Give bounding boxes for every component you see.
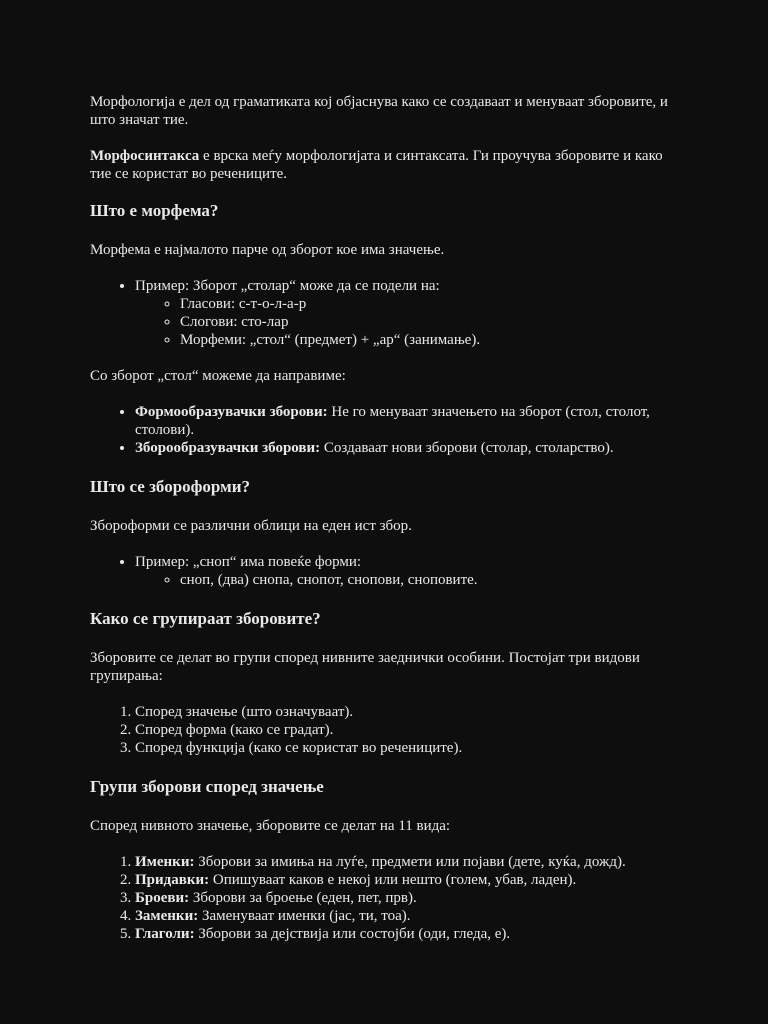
sub-list-item: ◦ Морфеми: „стол“ (предмет) + „ар“ (занимање). [180,331,678,349]
heading-meaning-groups: Групи зборови според значење [90,777,324,796]
morphosyntax-definition: е врска меѓу морфологијата и синтаксата. Ги проучува зборовите и како тие се користат во речениците. [90,148,663,182]
list-item [135,553,678,589]
wordforms-example-list [90,553,678,589]
stol-paragraph: Со зборот „стол“ можеме да направиме: [90,368,346,384]
morpheme-sublist [135,295,678,349]
list-item [135,403,678,439]
grouping-paragraph: Зборовите се делат во групи според нивните заеднички особини. Постојат три видови групирања: [90,650,640,684]
heading-morpheme: Што е морфема? [90,201,219,220]
list-item [135,889,678,907]
list-item [135,853,678,871]
list-item-text: Зборови за броење (еден, пет, прв). [189,890,417,906]
sub-list-item: ◦ сноп, (два) снопа, снопот, снопови, сноповите. [180,571,678,589]
list-item-term: Глаголи: [135,926,195,942]
list-item-term: Зборообразувачки зборови: [135,440,321,456]
list-item-term: Броеви: [135,890,190,906]
heading-wordforms: Што се зборoформи? [90,477,250,496]
sub-list-item: ◦ Слогови: сто-лар [180,313,678,331]
heading-grouping: Како се групираат зборовите? [90,609,321,628]
sub-list-item: ◦ Гласови: с-т-о-л-а-р [180,295,678,313]
morphosyntax-term: Морфосинтакса [90,148,200,164]
meaning-groups-paragraph: Според нивното значење, зборовите се делат на 11 вида: [90,818,451,834]
morpheme-example-text: Пример: Зборот „столар“ може да се подели на: [135,278,440,294]
list-item-term: Формообразувачки зборови: [135,404,328,420]
morphosyntax-paragraph [90,147,678,183]
list-item: 1. Според значење (што означуваат). [135,703,678,721]
list-item-text: Создаваат нови зборови (столар, столарство). [320,440,614,456]
list-item-text: Опишуваат каков е некој или нешто (голем, убав, ладен). [209,872,577,888]
wordforms-definition: Зборoформи се различни облици на еден ист збор. [90,518,412,534]
morpheme-definition: Морфема е најмалото парче од зборот кое има значење. [90,242,445,258]
meaning-groups-list [90,853,678,943]
list-item-term: Именки: [135,854,195,870]
list-item-term: Заменки: [135,908,199,924]
list-item [135,439,678,457]
word-formation-list [90,403,678,457]
list-item-text: Не го менуваат значењето на зборот (стол, столот, столови). [135,404,650,438]
list-item: 2. Според форма (како се градат). [135,721,678,739]
morpheme-example-list [90,277,678,349]
list-item [135,277,678,349]
intro-paragraph: Морфологија е дел од граматиката кој објаснува како се создаваат и менуваат зборовите, и што значат тие. [90,94,668,128]
wordforms-example-text: Пример: „сноп“ има повеќе форми: [135,554,362,570]
list-item [135,871,678,889]
list-item-term: Придавки: [135,872,210,888]
wordforms-sublist [135,571,678,589]
list-item-text: Зборови за имиња на луѓе, предмети или појави (дете, куќа, дожд). [194,854,626,870]
list-item-text: Зборови за дејствија или состојби (оди, гледа, е). [194,926,511,942]
list-item-text: Заменуваат именки (јас, ти, тоа). [198,908,411,924]
list-item [135,907,678,925]
list-item: 3. Според функција (како се користат во речениците). [135,739,678,757]
list-item [135,925,678,943]
grouping-list [90,703,678,757]
